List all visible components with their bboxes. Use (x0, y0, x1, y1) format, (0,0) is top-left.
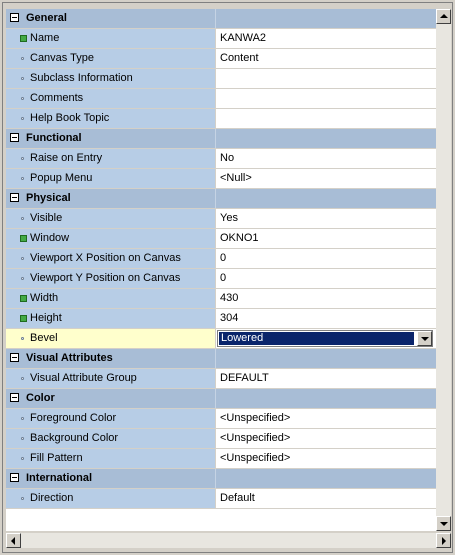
property-row[interactable] (6, 309, 436, 329)
property-row[interactable] (6, 29, 436, 49)
property-name-cell[interactable] (6, 229, 216, 248)
scroll-left-button[interactable] (6, 533, 21, 548)
property-value[interactable]: <Null> (220, 172, 252, 184)
category-row[interactable] (6, 189, 436, 209)
property-name-cell[interactable] (6, 449, 216, 468)
dot-icon (21, 257, 24, 260)
square-icon (20, 235, 27, 242)
property-name-cell[interactable] (6, 369, 216, 388)
dropdown-arrow-icon[interactable] (417, 331, 432, 346)
dot-icon (21, 417, 24, 420)
property-row[interactable] (6, 449, 436, 469)
dot-icon (21, 97, 24, 100)
property-row[interactable] (6, 209, 436, 229)
property-row[interactable] (6, 289, 436, 309)
scroll-down-button[interactable] (436, 516, 451, 531)
dot-icon (21, 217, 24, 220)
property-value[interactable]: Default (220, 492, 255, 504)
property-name: Fill Pattern (30, 452, 83, 464)
property-row[interactable] (6, 489, 436, 509)
vertical-scrollbar[interactable] (436, 9, 451, 531)
square-icon (20, 295, 27, 302)
property-row[interactable] (6, 329, 436, 349)
property-name: Visual Attribute Group (30, 372, 137, 384)
square-icon (20, 315, 27, 322)
property-name-cell[interactable] (6, 409, 216, 428)
category-label: Color (26, 392, 55, 404)
category-name-cell[interactable] (6, 9, 216, 28)
property-name-cell[interactable] (6, 209, 216, 228)
property-name: Popup Menu (30, 172, 93, 184)
category-label: Physical (26, 192, 71, 204)
property-name-cell[interactable] (6, 109, 216, 128)
property-name: Subclass Information (30, 72, 133, 84)
property-name-cell[interactable] (6, 69, 216, 88)
property-value[interactable]: <Unspecified> (220, 432, 291, 444)
dot-icon (21, 77, 24, 80)
category-row[interactable] (6, 9, 436, 29)
square-icon (20, 35, 27, 42)
property-name: Window (30, 232, 70, 244)
property-grid (6, 9, 436, 531)
property-name: Comments (30, 92, 84, 104)
category-name-cell[interactable] (6, 349, 216, 368)
property-name-cell[interactable] (6, 329, 216, 348)
property-row[interactable] (6, 69, 436, 89)
property-row[interactable] (6, 429, 436, 449)
property-name: Bevel (30, 332, 58, 344)
property-value[interactable]: 430 (220, 292, 239, 304)
dot-icon (21, 57, 24, 60)
dropdown-selected-value[interactable]: Lowered (219, 332, 414, 345)
property-name-cell[interactable] (6, 29, 216, 48)
property-row[interactable] (6, 369, 436, 389)
property-name-cell[interactable] (6, 289, 216, 308)
category-row[interactable] (6, 469, 436, 489)
property-row[interactable] (6, 169, 436, 189)
property-name: Raise on Entry (30, 152, 103, 164)
property-name-cell[interactable] (6, 249, 216, 268)
property-name-cell[interactable] (6, 429, 216, 448)
category-label: General (26, 12, 67, 24)
property-name: Background Color (30, 432, 119, 444)
property-name-cell[interactable] (6, 149, 216, 168)
property-name: Visible (30, 212, 63, 224)
collapse-icon[interactable] (10, 193, 19, 202)
property-row[interactable] (6, 229, 436, 249)
property-name: Direction (30, 492, 74, 504)
category-row[interactable] (6, 389, 436, 409)
dot-icon (21, 377, 24, 380)
property-value[interactable]: <Unspecified> (220, 452, 291, 464)
property-value[interactable]: <Unspecified> (220, 412, 291, 424)
category-row[interactable] (6, 129, 436, 149)
dot-icon (21, 177, 24, 180)
property-name-cell[interactable] (6, 89, 216, 108)
category-row[interactable] (6, 349, 436, 369)
property-name: Height (30, 312, 62, 324)
scroll-up-button[interactable] (436, 9, 451, 24)
property-name: Name (30, 32, 60, 44)
property-value[interactable]: No (220, 152, 235, 164)
dot-icon (21, 437, 24, 440)
category-name-cell[interactable] (6, 389, 216, 408)
dot-icon (21, 457, 24, 460)
property-value[interactable]: 0 (220, 272, 227, 284)
property-row[interactable] (6, 89, 436, 109)
property-name: Help Book Topic (30, 112, 110, 124)
scroll-right-button[interactable] (436, 533, 451, 548)
property-value[interactable]: Yes (220, 212, 238, 224)
property-name-cell[interactable] (6, 169, 216, 188)
category-label: Visual Attributes (26, 352, 113, 364)
property-value[interactable]: Content (220, 52, 259, 64)
dot-icon (21, 157, 24, 160)
property-row[interactable] (6, 109, 436, 129)
property-name-cell[interactable] (6, 49, 216, 68)
collapse-icon[interactable] (10, 473, 19, 482)
collapse-icon[interactable] (10, 13, 19, 22)
property-name-cell[interactable] (6, 269, 216, 288)
property-row[interactable] (6, 149, 436, 169)
category-name-cell[interactable] (6, 129, 216, 148)
property-name-cell[interactable] (6, 309, 216, 328)
category-label: Functional (26, 132, 82, 144)
property-name: Canvas Type (30, 52, 95, 64)
property-value[interactable]: 304 (220, 312, 239, 324)
property-name: Foreground Color (30, 412, 117, 424)
property-name: Width (30, 292, 59, 304)
property-value[interactable]: KANWA2 (220, 32, 267, 44)
property-palette (2, 2, 453, 553)
property-row[interactable] (6, 249, 436, 269)
property-name: Viewport Y Position on Canvas (30, 272, 181, 284)
property-name: Viewport X Position on Canvas (30, 252, 181, 264)
property-value[interactable]: DEFAULT (220, 372, 269, 384)
property-row[interactable] (6, 269, 436, 289)
collapse-icon[interactable] (10, 133, 19, 142)
collapse-icon[interactable] (10, 353, 19, 362)
property-value[interactable]: OKNO1 (220, 232, 259, 244)
category-name-cell[interactable] (6, 469, 216, 488)
category-label: International (26, 472, 93, 484)
dot-icon (21, 337, 24, 340)
dot-icon (21, 277, 24, 280)
dot-icon (21, 497, 24, 500)
collapse-icon[interactable] (10, 393, 19, 402)
category-name-cell[interactable] (6, 189, 216, 208)
property-row[interactable] (6, 409, 436, 429)
bevel-dropdown[interactable] (217, 330, 433, 347)
dot-icon (21, 117, 24, 120)
property-value[interactable]: 0 (220, 252, 227, 264)
property-name-cell[interactable] (6, 489, 216, 508)
property-row[interactable] (6, 49, 436, 69)
horizontal-scrollbar[interactable] (6, 533, 451, 548)
